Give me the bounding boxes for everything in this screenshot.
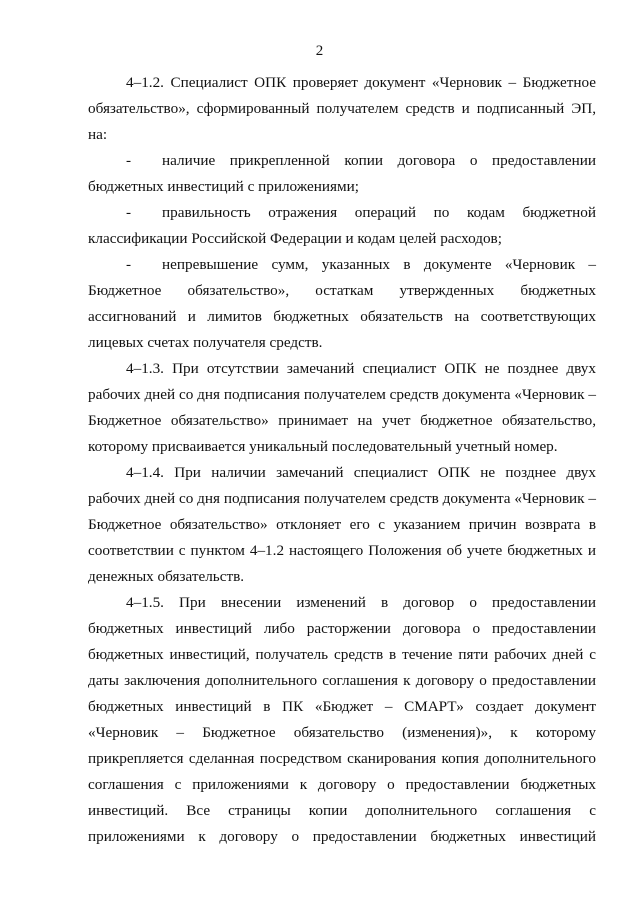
bullet-text: непревышение сумм, указанных в документе «Черновик – Бюджетное обязательство», остаткам утвержденных бюджетных ассигнований и лимитов бюджетных обязательств на соответствующих лицевых счетах получателя средств. [88, 256, 596, 351]
paragraph-4-1-3: 4–1.3. При отсутствии замечаний специалист ОПК не позднее двух рабочих дней со дня подписания получателем средств документа «Черновик – Бюджетное обязательство» принимает на учет бюджетное обязательство, которому присваивается уникальный последовательный учетный номер. [88, 360, 596, 455]
bullet-text: правильность отражения операций по кодам бюджетной классификации Российской Федерации и кодам целей расходов; [88, 204, 596, 247]
page-number: 2 [315, 43, 324, 59]
bullet-dash: - [126, 204, 132, 221]
bullet-item [88, 200, 596, 252]
bullet-dash: - [126, 256, 132, 273]
paragraph-4-1-2: 4–1.2. Специалист ОПК проверяет документ «Черновик – Бюджетное обязательство», сформированный получателем средств и подписанный ЭП, на: [88, 74, 596, 143]
bullet-item [88, 148, 596, 200]
bullet-item [88, 252, 596, 356]
paragraph-4-1-5: 4–1.5. При внесении изменений в договор о предоставлении бюджетных инвестиций либо расторжении договора о предоставлении бюджетных инвестиций, получатель средств в течение пяти рабочих дней с даты заключения дополнительного соглашения к договору о предоставлении бюджетных инвестиций в ПК «Бюджет – СМАРТ» создает документ «Черновик – Бюджетное обязательство (изменения)», к которому прикрепляется сделанная посредством сканирования копия дополнительного соглашения с приложениями к договору о предоставлении бюджетных инвестиций. Все страницы копии дополнительного соглашения с приложениями к договору о предоставлении бюджетных инвестиций [88, 594, 596, 845]
document-body [88, 70, 596, 850]
paragraph-4-1-4: 4–1.4. При наличии замечаний специалист ОПК не позднее двух рабочих дней со дня подписания получателем средств документа «Черновик – Бюджетное обязательство» отклоняет его с указанием причин возврата в соответствии с пунктом 4–1.2 настоящего Положения об учете бюджетных и денежных обязательств. [88, 464, 596, 585]
bullet-text: наличие прикрепленной копии договора о предоставлении бюджетных инвестиций с приложениями; [88, 152, 596, 195]
bullet-dash: - [126, 152, 132, 169]
